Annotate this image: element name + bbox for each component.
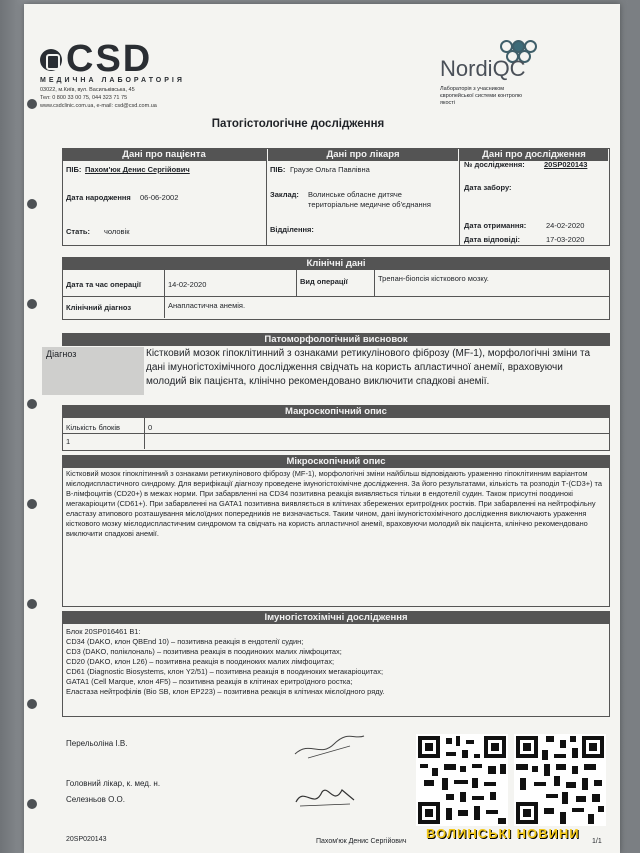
patient-header: Дані про пацієнта bbox=[62, 148, 266, 161]
lab-web: www.csdclinic.com.ua, e-mail: csd@csd.com.ua bbox=[40, 103, 157, 109]
resp-date: 17-03-2020 bbox=[546, 235, 585, 244]
chief-name: Селезньов О.О. bbox=[66, 795, 125, 804]
macro-row-value: 1 bbox=[66, 437, 71, 446]
diagnosis-label: Діагноз bbox=[42, 347, 144, 395]
diagnosis-text: Кістковий мозок гіпоклітинний з ознаками ретикулінового фіброзу (MF-1), морфологічні зміни та дані імуногістохімічного дослідження свідчать на користь апластичної анемії, враховуючи молодий вік пацієнта, клінічно рекомендовано виключити спадкові анемії. bbox=[146, 348, 591, 387]
study-no: 20SP020143 bbox=[544, 160, 588, 169]
punch-hole bbox=[27, 199, 37, 209]
punch-hole bbox=[27, 499, 37, 509]
conclusion-header: Патоморфологічний висновок bbox=[62, 333, 610, 346]
micro-header: Мікроскопічний опис bbox=[62, 455, 610, 468]
ihc-line: Еластаза нейтрофілів (Bio SB, клон EP223) – позитивна реакція в клітинах мієлоїдного ряду. bbox=[66, 687, 385, 696]
signer-name: Перельоліна І.В. bbox=[66, 739, 128, 748]
macro-header: Макроскопічний опис bbox=[62, 405, 610, 418]
ihc-line: CD20 (DAKO, клон L26) – позитивна реакція в поодиноких малих лімфоцитах; bbox=[66, 657, 335, 666]
footer-page: 1/1 bbox=[592, 838, 602, 845]
patient-sex: чоловік bbox=[104, 227, 130, 236]
doctor-dept-label: Відділення: bbox=[270, 225, 314, 234]
lab-address bbox=[40, 86, 185, 110]
ihc-header: Імуногістохімічні дослідження bbox=[62, 611, 610, 624]
chief-title: Головний лікар, к. мед. н. bbox=[66, 779, 161, 788]
micro-text: Кістковий мозок гіпоклітинний з ознаками ретикулінового фіброзу (MF-1), морфологічні зміни найбільш відповідають ураженню гіпоклітинним варіантом мієлодиспластичного синдрому. Для верифікації діагнозу проведене імуногістохімічне дослідження. За його результатами, кількість та розподіл Т-(CD3+) та В-лімфоцитів (CD20+) в межах норми. При забарвленні на CD34 позитивна реакція виявляється тільки в ендотелії судин. Також присутні поодинокі мегакаріоцити (CD61+). При забарвленні на GATA1 позитивна виявляється в клітинах збережених еритроїдних ростків. При забарвленні на нейтрофільну еластазу атипового розташування мієлоїдних попередників не визначається. Таким чином, дані імуногістохімічного дослідження виключають ураження кісткового мозку мієлодиспластичним синдромом та свідчать на користь апластичної анемії, враховуючи молодий вік пацієнта, клінічно рекомендовано виключити спадкові анемії. bbox=[66, 469, 602, 538]
footer-code: 20SP020143 bbox=[66, 836, 107, 843]
blocks-value: 0 bbox=[148, 423, 153, 432]
sample-date-label: Дата забору: bbox=[464, 183, 512, 192]
document-title: Патогістологічне дослідження bbox=[211, 118, 385, 130]
nordiqc-wordmark: NordiQC bbox=[440, 56, 526, 81]
op-date: 14-02-2020 bbox=[168, 280, 207, 289]
punch-hole bbox=[27, 699, 37, 709]
qr-code bbox=[514, 734, 606, 826]
microscope-icon bbox=[40, 49, 62, 71]
op-date-label: Дата та час операції bbox=[66, 280, 141, 289]
ihc-line: CD34 (DAKO, клон QBEnd 10) – позитивна реакція в ендотелії судин; bbox=[66, 637, 304, 646]
ihc-line: CD61 (Diagnostic Biosystems, клон Y2/51) – позитивна реакція в поодиноких мегакаріоцитах; bbox=[66, 667, 384, 676]
news-watermark: ВОЛИНСЬКІ НОВИНИ bbox=[426, 826, 580, 841]
ihc-line: Блок 20SP016461 B1: bbox=[66, 627, 141, 636]
signature-scribble bbox=[290, 732, 370, 762]
study-header: Дані про дослідження bbox=[460, 148, 608, 161]
resp-date-label: Дата відповіді: bbox=[464, 235, 521, 244]
ihc-line: GATA1 (Cell Marque, клон 4F5) – позитивна реакція в клітинах еритроїдного ростка; bbox=[66, 677, 353, 686]
clinical-diag-label: Клінічний діагноз bbox=[66, 303, 132, 312]
patient-dob-label: Дата народження bbox=[66, 193, 131, 202]
op-type: Трепан-біопсія кісткового мозку. bbox=[378, 274, 489, 283]
lab-phone: Тел: 0 800 33 00 75, 044 323 71 75 bbox=[40, 95, 128, 101]
patient-sex-label: Стать: bbox=[66, 227, 91, 236]
punch-hole bbox=[27, 399, 37, 409]
patient-name: Пахом'юк Денис Сергійович bbox=[85, 165, 190, 174]
csd-brand: CSD bbox=[66, 38, 153, 80]
lab-address-line: 03022, м.Київ, вул. Васильківська, 45 bbox=[40, 87, 135, 93]
doctor-name: Граузе Ольга Павлівна bbox=[290, 165, 370, 174]
clinical-diag: Анапластична анемія. bbox=[168, 301, 246, 310]
punch-hole bbox=[27, 599, 37, 609]
patient-dob: 06-06-2002 bbox=[140, 193, 179, 202]
clinical-header: Клінічні дані bbox=[62, 257, 610, 270]
ihc-line: CD3 (DAKO, поліклональ) – позитивна реакція в поодиноких малих лімфоцитах; bbox=[66, 647, 342, 656]
doctor-header: Дані про лікаря bbox=[268, 148, 458, 161]
ihc-list bbox=[66, 627, 606, 697]
qr-code bbox=[416, 734, 508, 826]
blocks-label: Кількість блоків bbox=[66, 423, 120, 432]
doctor-inst-label: Заклад: bbox=[270, 190, 299, 199]
nordiqc-description: Лабораторія з учасником європейської системи контролю якості bbox=[440, 86, 523, 106]
doctor-institution: Волинське обласне дитяче територіальне медичне об'єднання bbox=[308, 190, 431, 209]
lab-subtitle: МЕДИЧНА ЛАБОРАТОРІЯ bbox=[40, 77, 185, 84]
footer-patient: Пахом'юк Денис Сергійович bbox=[316, 838, 407, 845]
punch-hole bbox=[27, 799, 37, 809]
patient-name-label: ПІБ: bbox=[66, 165, 82, 174]
recv-date-label: Дата отримання: bbox=[464, 221, 527, 230]
doctor-name-label: ПІБ: bbox=[270, 165, 286, 174]
csd-logo bbox=[40, 38, 185, 110]
chief-signature-scribble bbox=[292, 782, 362, 812]
op-type-label: Вид операції bbox=[300, 277, 348, 286]
punch-hole bbox=[27, 99, 37, 109]
recv-date: 24-02-2020 bbox=[546, 221, 585, 230]
punch-hole bbox=[27, 299, 37, 309]
study-no-label: № дослідження: bbox=[464, 160, 525, 169]
